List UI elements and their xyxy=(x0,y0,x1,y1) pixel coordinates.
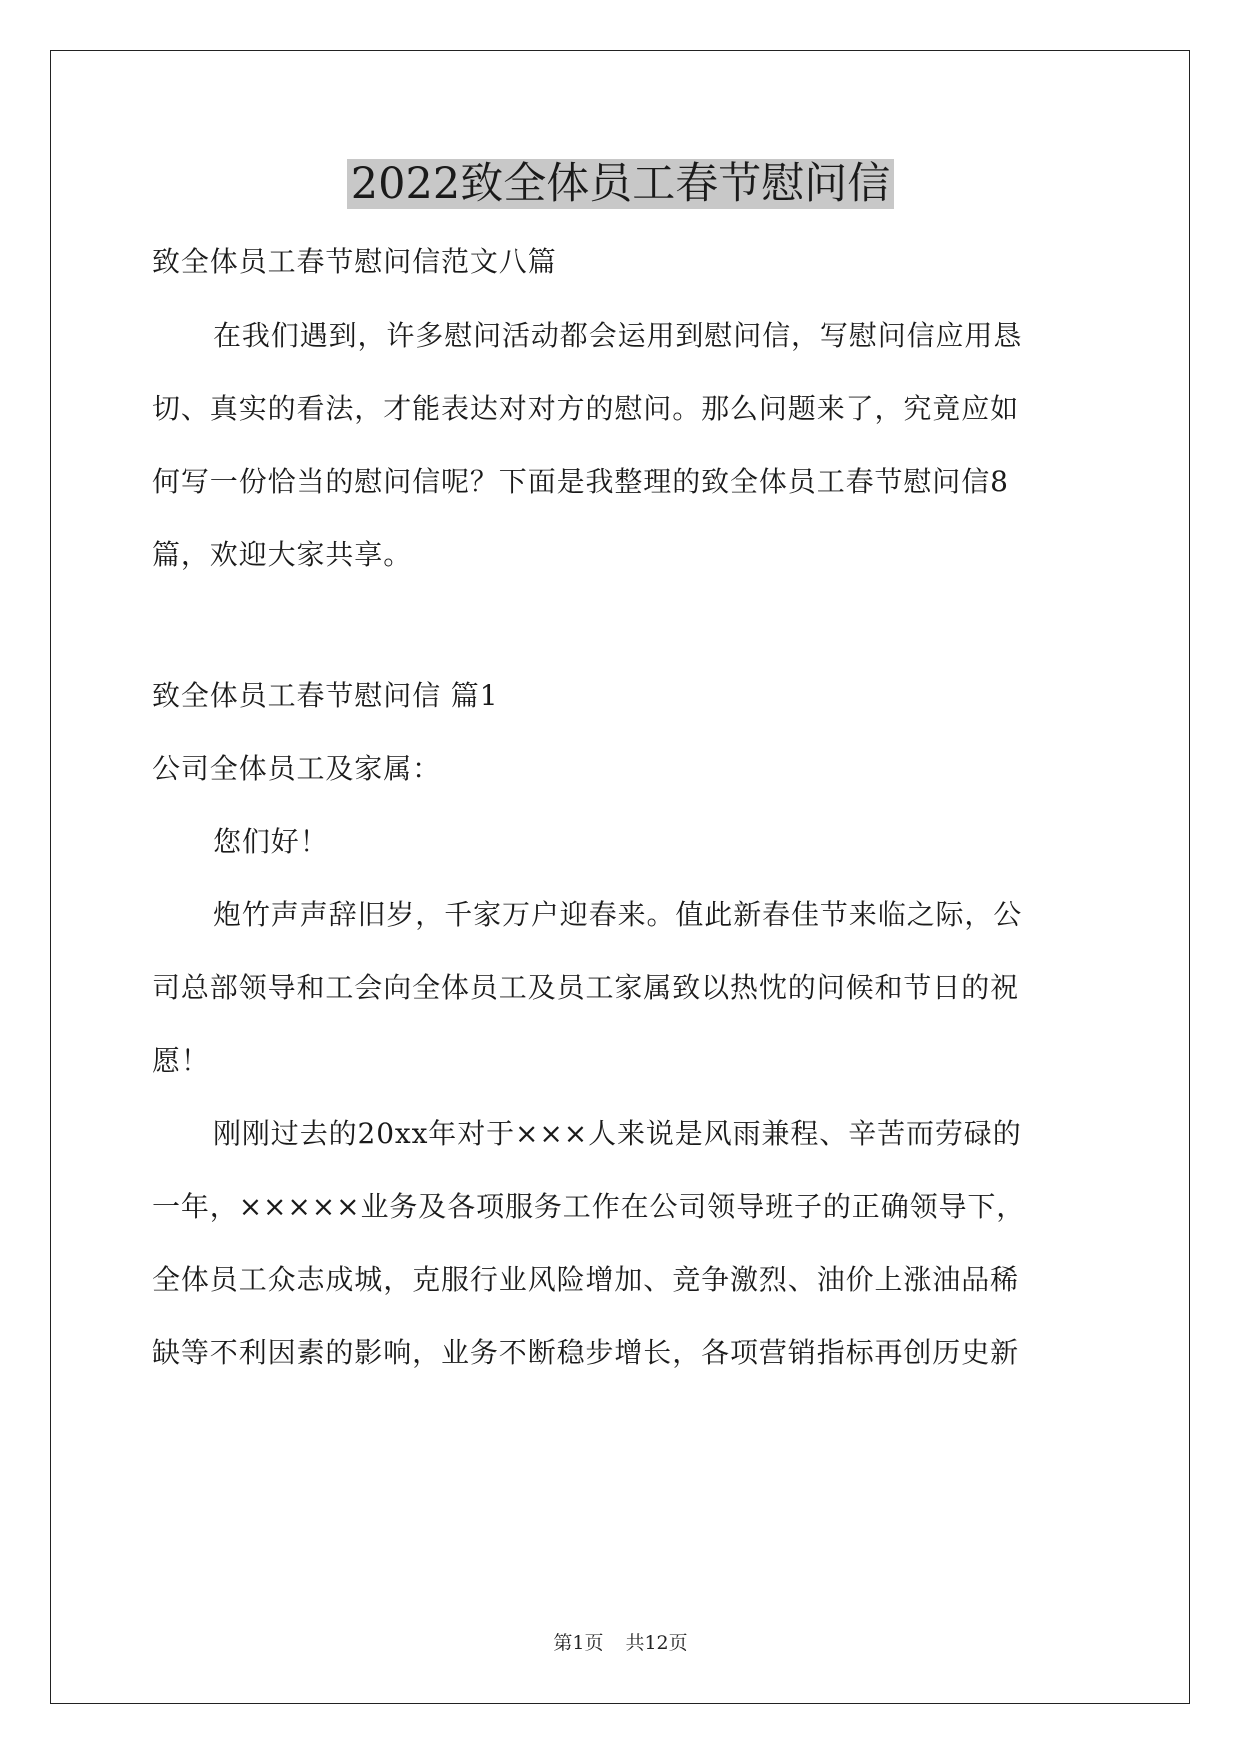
intro-line: 篇，欢迎大家共享。 xyxy=(152,538,413,571)
document-title xyxy=(0,155,1241,213)
paragraph-line: 全体员工众志成城，克服行业风险增加、竞争激烈、油价上涨油品稀 xyxy=(152,1263,1020,1296)
paragraph-line: 一年，×××××业务及各项服务工作在公司领导班子的正确领导下， xyxy=(152,1190,1026,1223)
paragraph-line: 炮竹声声辞旧岁，千家万户迎春来。值此新春佳节来临之际，公 xyxy=(213,898,1023,931)
page-number-current: 第1页 xyxy=(553,1632,604,1654)
intro-line: 何写一份恰当的慰问信呢？下面是我整理的致全体员工春节慰问信8 xyxy=(152,465,1009,498)
paragraph-line: 刚刚过去的20xx年对于×××人来说是风雨兼程、辛苦而劳碌的 xyxy=(213,1117,1022,1150)
greeting: 您们好！ xyxy=(213,825,329,858)
paragraph-line: 缺等不利因素的影响，业务不断稳步增长，各项营销指标再创历史新 xyxy=(152,1336,1020,1369)
salutation: 公司全体员工及家属： xyxy=(152,752,442,785)
section-heading: 致全体员工春节慰问信 篇1 xyxy=(152,679,499,712)
intro-line: 切、真实的看法，才能表达对对方的慰问。那么问题来了，究竟应如 xyxy=(152,392,1020,425)
page-number-total: 共12页 xyxy=(625,1632,688,1654)
intro-line: 在我们遇到，许多慰问活动都会运用到慰问信，写慰问信应用恳 xyxy=(213,319,1023,352)
paragraph-line: 司总部领导和工会向全体员工及员工家属致以热忱的问候和节日的祝 xyxy=(152,971,1020,1004)
document-title-text: 2022致全体员工春节慰问信 xyxy=(347,159,894,209)
paragraph-line: 愿！ xyxy=(152,1044,210,1077)
document-subtitle: 致全体员工春节慰问信范文八篇 xyxy=(152,245,557,278)
page-border xyxy=(50,50,1190,1704)
page-footer xyxy=(0,1631,1241,1655)
